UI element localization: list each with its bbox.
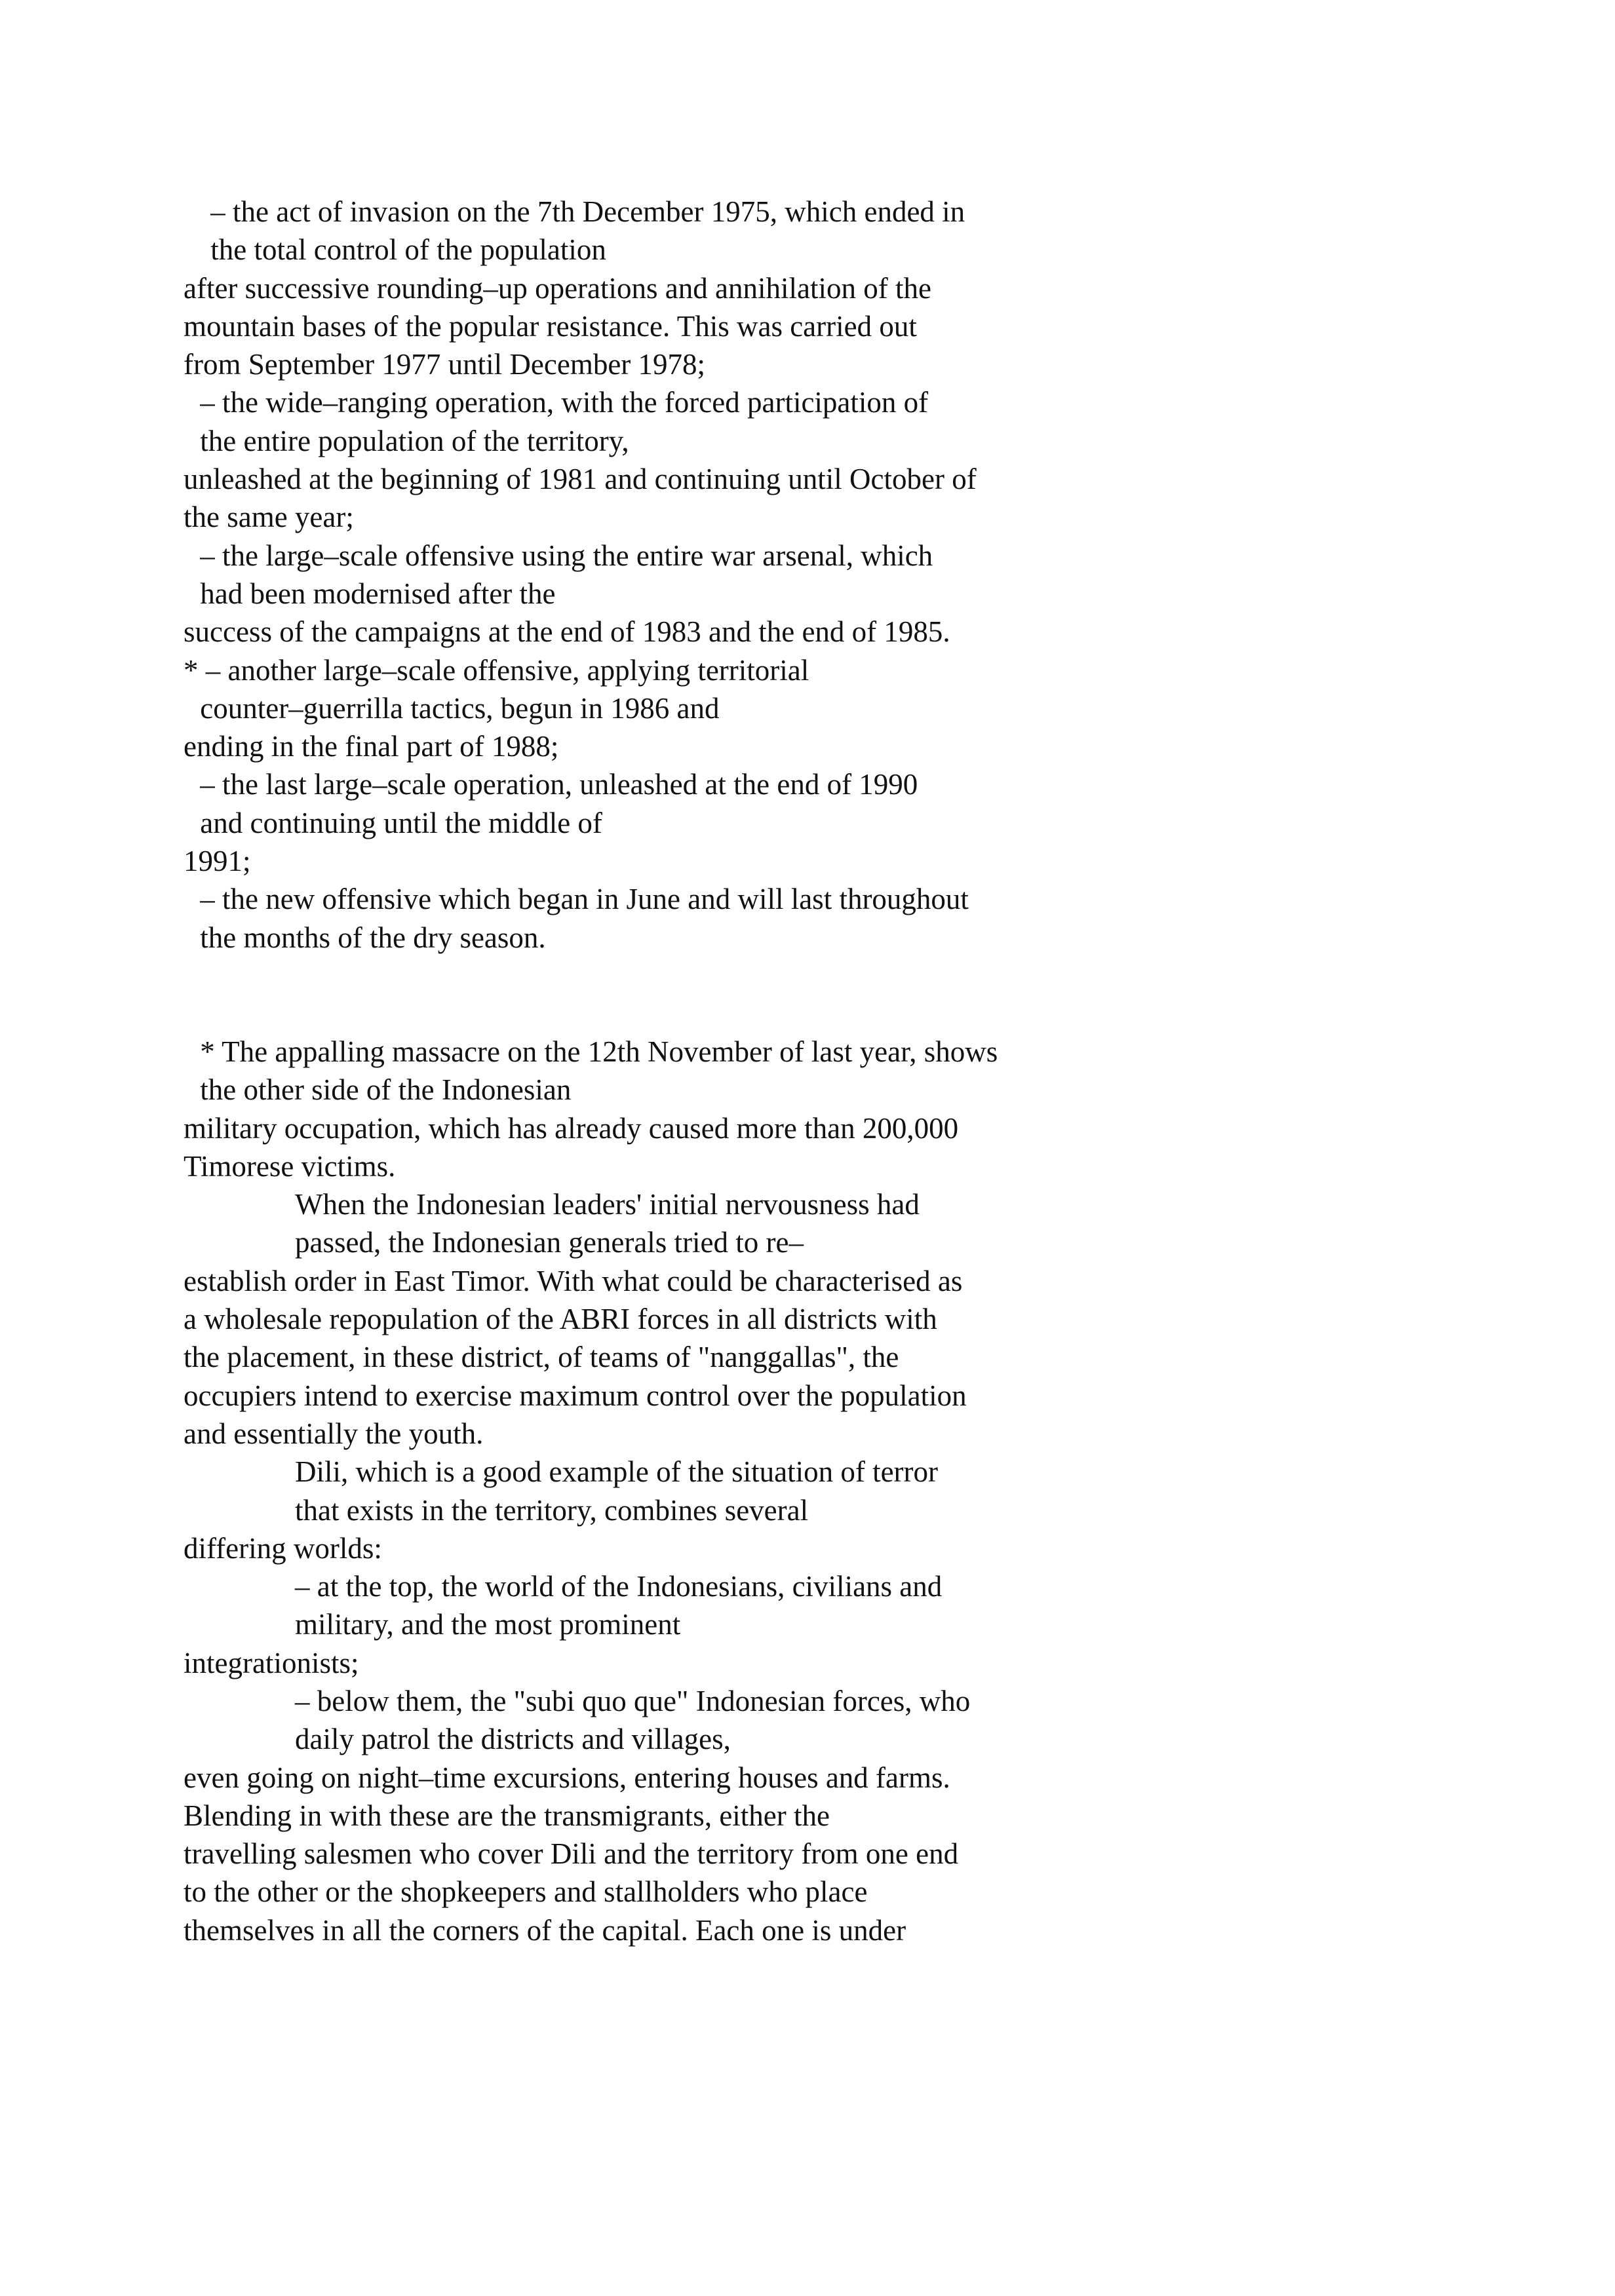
- text-line: to the other or the shopkeepers and stallholders who place: [184, 1875, 868, 1909]
- text-line: establish order in East Timor. With what could be characterised as: [184, 1264, 963, 1297]
- text-line: – at the top, the world of the Indonesians, civilians and: [295, 1570, 943, 1603]
- text-line: success of the campaigns at the end of 1983 and the end of 1985.: [184, 615, 950, 649]
- text-line: mountain bases of the popular resistance. This was carried out: [184, 309, 917, 343]
- text-line: and essentially the youth.: [184, 1417, 484, 1450]
- document-text-body: [184, 193, 1494, 1949]
- text-line: unleashed at the beginning of 1981 and continuing until October of: [184, 463, 977, 496]
- text-line: ending in the final part of 1988;: [184, 730, 559, 763]
- text-line: 1991;: [184, 845, 251, 878]
- text-line: the same year;: [184, 501, 354, 534]
- text-line: integrationists;: [184, 1646, 359, 1679]
- text-line: themselves in all the corners of the capital. Each one is under: [184, 1913, 906, 1947]
- paragraph-gap: [184, 957, 1494, 1033]
- text-line: Timorese victims.: [184, 1149, 396, 1183]
- text-line: the total control of the population: [203, 233, 606, 267]
- text-line: occupiers intend to exercise maximum control over the population: [184, 1379, 967, 1412]
- text-line: travelling salesmen who cover Dili and the territory from one end: [184, 1837, 959, 1871]
- text-line: – the last large–scale operation, unleashed at the end of 1990: [193, 768, 918, 801]
- text-line: and continuing until the middle of: [193, 806, 602, 839]
- text-line: – the new offensive which began in June and will last throughout: [193, 883, 969, 916]
- text-line: Blending in with these are the transmigrants, either the: [184, 1799, 830, 1832]
- text-line: military occupation, which has already caused more than 200,000: [184, 1111, 959, 1145]
- text-line: even going on night–time excursions, entering houses and farms.: [184, 1761, 950, 1794]
- text-line: a wholesale repopulation of the ABRI forces in all districts with: [184, 1303, 937, 1336]
- text-line: Dili, which is a good example of the situation of terror: [295, 1455, 939, 1489]
- text-line: – below them, the "subi quo que" Indonesian forces, who: [295, 1684, 971, 1717]
- text-line: – the wide–ranging operation, with the forced participation of: [193, 386, 929, 419]
- text-line: – the large–scale offensive using the entire war arsenal, which: [193, 539, 933, 572]
- text-line: differing worlds:: [184, 1531, 382, 1565]
- text-line: counter–guerrilla tactics, begun in 1986 and: [193, 691, 720, 725]
- text-line: passed, the Indonesian generals tried to re–: [295, 1226, 804, 1259]
- text-line: military, and the most prominent: [295, 1608, 681, 1641]
- text-line: the placement, in these district, of teams of "nanggallas", the: [184, 1341, 899, 1374]
- text-line: * – another large–scale offensive, applying territorial: [184, 653, 809, 687]
- text-line: the months of the dry season.: [193, 921, 546, 954]
- text-line: When the Indonesian leaders' initial nervousness had: [295, 1188, 920, 1221]
- text-line: the other side of the Indonesian: [193, 1073, 572, 1107]
- text-line: daily patrol the districts and villages,: [295, 1723, 731, 1756]
- text-line: the entire population of the territory,: [193, 424, 629, 457]
- text-line: * The appalling massacre on the 12th November of last year, shows: [193, 1035, 998, 1068]
- text-line: had been modernised after the: [193, 577, 556, 610]
- text-line: – the act of invasion on the 7th December 1975, which ended in: [203, 195, 965, 228]
- text-line: from September 1977 until December 1978;: [184, 348, 706, 381]
- text-line: that exists in the territory, combines several: [295, 1493, 809, 1527]
- text-line: after successive rounding–up operations and annihilation of the: [184, 271, 931, 305]
